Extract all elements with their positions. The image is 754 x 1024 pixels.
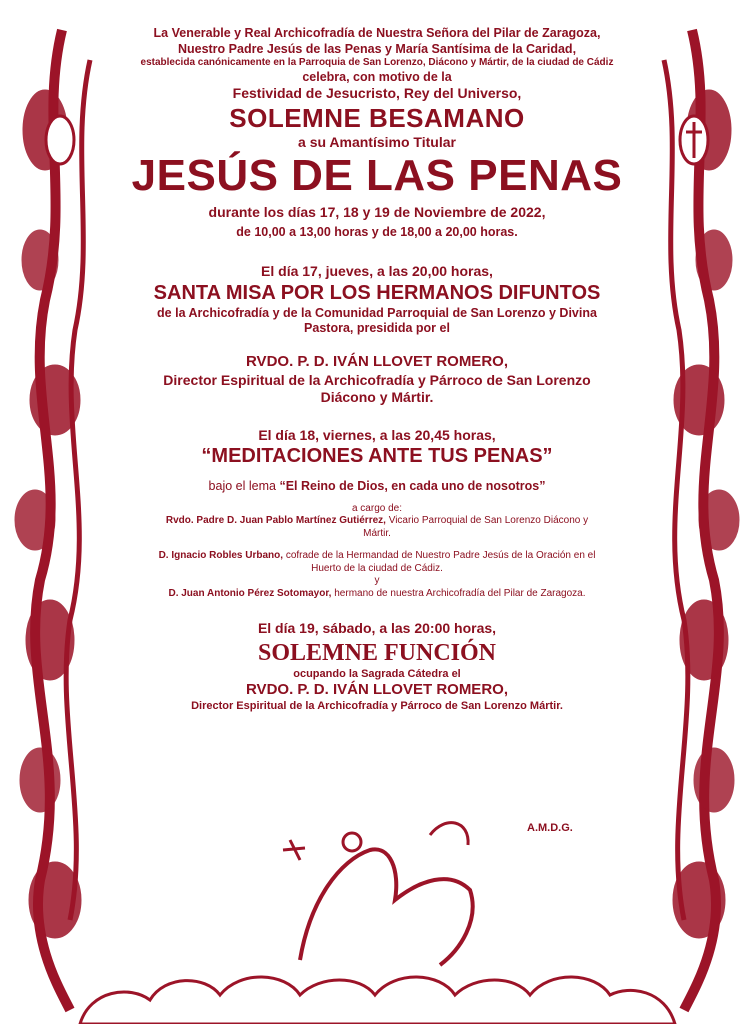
- day19-celebrant: RVDO. P. D. IVÁN LLOVET ROMERO,: [246, 681, 508, 699]
- speaker-1-role-b: Mártir.: [363, 527, 391, 539]
- header-line-3: establecida canónicamente en la Parroquia de San Lorenzo, Diácono y Mártir, de la ciudad de Cádiz: [140, 57, 614, 69]
- day18-speaker-1: [100, 515, 654, 528]
- besamano-subtitle: a su Amantísimo Titular: [298, 134, 456, 151]
- day18-lema: [100, 479, 654, 495]
- day17-desc-2: Pastora, presidida por el: [304, 321, 450, 336]
- day18-lema-text: “El Reino de Dios, en cada uno de nosotros”: [279, 479, 546, 494]
- speaker-1-role-a: Vicario Parroquial de San Lorenzo Diácono y: [388, 515, 589, 527]
- speaker-2-name: D. Ignacio Robles Urbano,: [158, 550, 284, 562]
- day17-role-2: Diácono y Mártir.: [320, 389, 434, 406]
- speaker-2-role-b: Huerto de la ciudad de Cádiz.: [311, 562, 443, 574]
- day18-cargo: a cargo de:: [351, 502, 403, 514]
- day17-intro: El día 17, jueves, a las 20,00 horas,: [261, 263, 493, 280]
- besamano-hours: de 10,00 a 13,00 horas y de 18,00 a 20,00 horas.: [236, 225, 518, 240]
- day19-title: SOLEMNE FUNCIÓN: [257, 639, 497, 666]
- day17-desc-1: de la Archicofradía y de la Comunidad Parroquial de San Lorenzo y Divina: [157, 305, 597, 320]
- header-line-5: Festividad de Jesucristo, Rey del Universo,: [232, 85, 522, 102]
- day19-intro: El día 19, sábado, a las 20:00 horas,: [257, 620, 497, 637]
- day18-lema-prefix: bajo el lema: [208, 479, 276, 494]
- day18-conjunction: y: [374, 575, 380, 587]
- day18-speaker-2: [100, 550, 654, 563]
- besamano-title: SOLEMNE BESAMANO: [229, 102, 525, 133]
- day18-speaker-3: [100, 588, 654, 601]
- day17-title: SANTA MISA POR LOS HERMANOS DIFUNTOS: [153, 281, 601, 304]
- day18-title: “MEDITACIONES ANTE TUS PENAS”: [201, 445, 553, 468]
- amdg-mark: A.M.D.G.: [527, 822, 573, 834]
- speaker-1-name: Rvdo. Padre D. Juan Pablo Martínez Gutiérrez,: [165, 515, 386, 527]
- speaker-3-name: D. Juan Antonio Pérez Sotomayor,: [168, 587, 332, 599]
- besamano-dates: durante los días 17, 18 y 19 de Noviembre de 2022,: [208, 203, 546, 220]
- day17-celebrant: RVDO. P. D. IVÁN LLOVET ROMERO,: [246, 352, 508, 370]
- day18-intro: El día 18, viernes, a las 20,45 horas,: [258, 426, 496, 443]
- day17-role-1: Director Espiritual de la Archicofradía y Párroco de San Lorenzo: [163, 371, 591, 388]
- day19-role: Director Espiritual de la Archicofradía y Párroco de San Lorenzo Mártir.: [191, 700, 563, 713]
- header-line-2: Nuestro Padre Jesús de las Penas y María Santísima de la Caridad,: [177, 41, 577, 56]
- header-line-1: La Venerable y Real Archicofradía de Nuestra Señora del Pilar de Zaragoza,: [153, 26, 601, 40]
- speaker-2-role-a: cofrade de la Hermandad de Nuestro Padre Jesús de la Oración en el: [285, 550, 596, 562]
- header-line-4: celebra, con motivo de la: [302, 69, 452, 84]
- besamano-name: JESÚS DE LAS PENAS: [131, 150, 623, 200]
- day19-subtitle: ocupando la Sagrada Cátedra el: [293, 667, 461, 680]
- speaker-3-role: hermano de nuestra Archicofradía del Pilar de Zaragoza.: [334, 587, 586, 599]
- notice-content: [100, 26, 654, 714]
